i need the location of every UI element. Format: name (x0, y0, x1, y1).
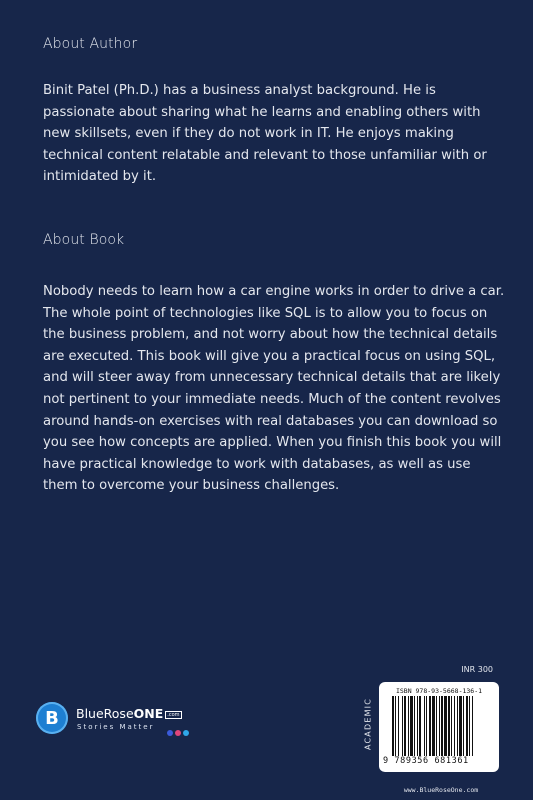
facebook-icon (167, 730, 173, 736)
category-label (362, 688, 374, 760)
publisher-url: www.BlueRoseOne.com (403, 786, 479, 794)
twitter-icon (183, 730, 189, 736)
social-icons (167, 730, 189, 736)
publisher-logo-mark (36, 702, 68, 734)
about-book-heading: About Book (43, 232, 125, 248)
about-book-text: Nobody needs to learn how a car engine works in order to drive a car. The whole point of technologies like SQL is to allow you to focus on the business problem, and not worry about how the technical details are executed. This book will give you a practical focus on using SQL, and will steer away from unnecessary technical details that are likely not pertinent to your immediate needs. Much of the content revolves around hands-on exercises with real databases you can download so you see how concepts are applied. When you finish this book you will have practical knowledge to work with databases, as well as use them to overcome your business challenges. (43, 284, 505, 494)
publisher-name-part1: BlueRose (76, 706, 134, 721)
price-label: INR 300 (461, 665, 493, 674)
about-author-heading: About Author (43, 36, 138, 52)
isbn-label: ISBN 978-93-5668-136-1 (395, 687, 483, 695)
publisher-name-part2: ONE (133, 706, 164, 721)
publisher-name (76, 706, 182, 721)
category-text: ACADEMIC (363, 697, 373, 751)
instagram-icon (175, 730, 181, 736)
publisher-name-suffix: .com (167, 711, 180, 718)
publisher-logo (36, 702, 196, 738)
barcode-block (379, 682, 499, 772)
publisher-logo-letter: B (45, 708, 59, 729)
barcode-icon (392, 696, 492, 756)
barcode-digits: 9 789356 681361 (383, 756, 469, 766)
about-author-text: Binit Patel (Ph.D.) has a business analyst background. He is passionate about sharing what he learns and enabling others with new skillsets, even if they do not work in IT. He enjoys making technical content relatable and relevant to those unfamiliar with or intimidated by it. (43, 83, 487, 185)
publisher-tagline: Stories Matter (77, 723, 155, 731)
